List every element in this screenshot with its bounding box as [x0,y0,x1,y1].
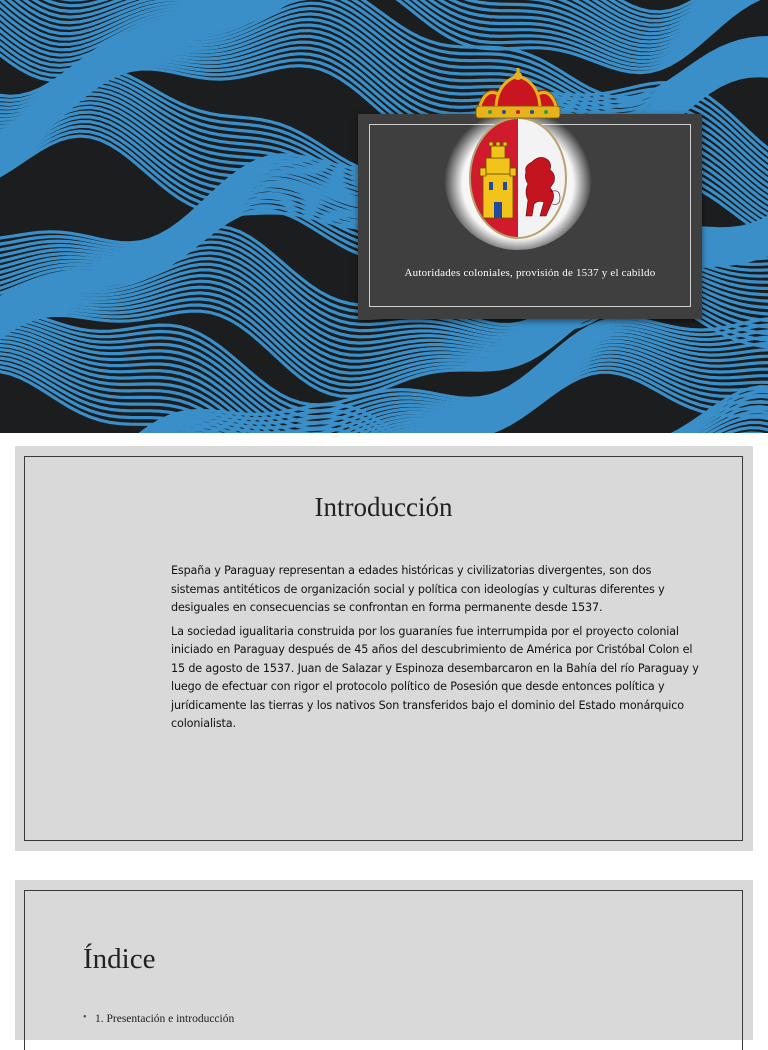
slide-frame [24,890,743,1050]
index-slide [15,880,753,1040]
paragraph: La sociedad igualitaria construida por los guaraníes fue interrumpida por el proyecto colonial iniciado en Paraguay después de 45 años del descubrimiento de América por Cristóbal Colon el 15 de agosto de 1537. Juan de Salazar y Espinoza desembarcaron en la Bahía del río Paraguay y luego de efectuar con rigor el protocolo político de Posesión que desde entonces política y jurídicamente las tierras y los nativos Son transferidos bajo el dominio del Estado monárquico colonialista. [171,624,699,730]
paragraph: España y Paraguay representan a edades históricas y civilizatorias divergentes, son dos sistemas antitéticos de organización social y política con ideologías y culturas diferentes y desiguales en consecuencias se confrontan en forma permanente desde 1537. [171,564,665,614]
slide-frame [24,456,743,841]
slide-title: Índice [83,943,156,975]
cover-subtitle: Autoridades coloniales, provisión de 1537 y el cabildo [404,267,656,279]
cover-slide [0,0,768,433]
introduction-slide [15,446,753,851]
coat-of-arms-icon [440,66,596,250]
intro-body [171,562,701,739]
index-list [83,1013,234,1025]
list-item: • 1. Presentación e introducción [83,1013,234,1025]
slide-title: Introducción [314,492,453,522]
